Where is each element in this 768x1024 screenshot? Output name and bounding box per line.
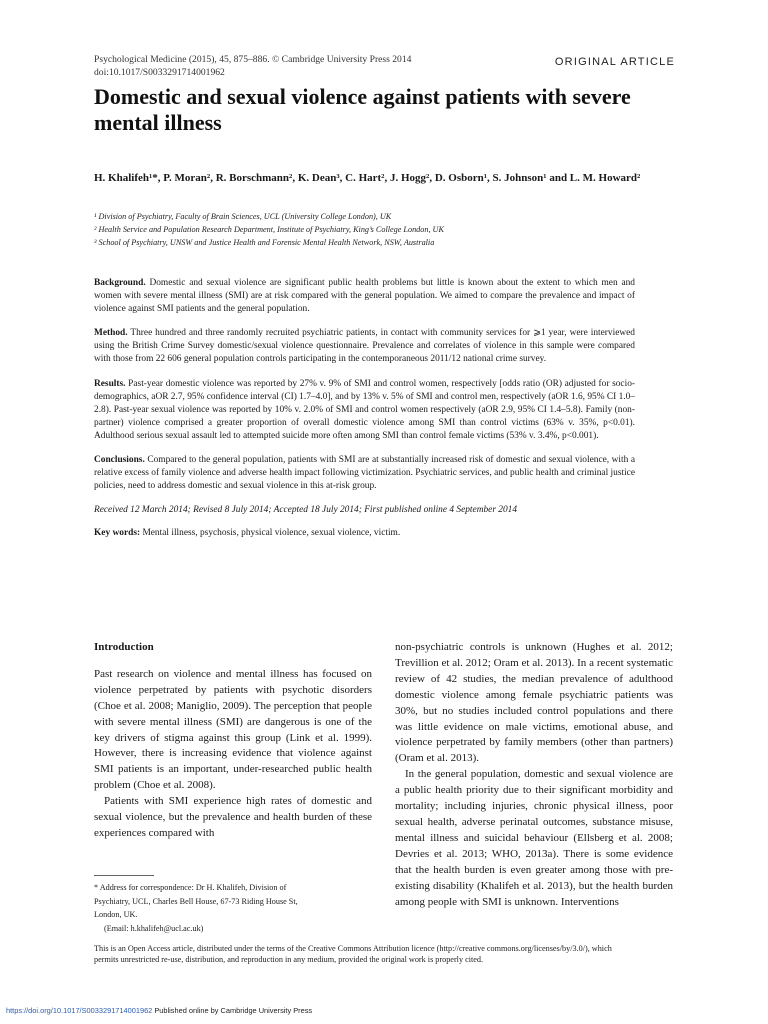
section-heading-introduction: Introduction — [94, 641, 154, 653]
footnote-divider — [94, 875, 154, 876]
publisher-note: Published online by Cambridge University Press — [152, 1006, 313, 1015]
footnote-line-1: * Address for correspondence: Dr H. Khalifeh, Division of — [94, 883, 287, 892]
keywords — [94, 527, 635, 540]
intro-paragraph-4: In the general population, domestic and sexual violence are a public health priority due to their significant morbidity and mortality; including injuries, chronic physical illness, poor sexual health, adverse perinatal outcomes, substance misuse, mental illness and suicidal behaviour (Ellsberg et al. 2008; Devries et al. 2013; WHO, 2013a). There is some evidence that the health burden is even greater among those with pre-existing disability (Khalifeh et al. 2013), but the health burden among people with SMI is unknown. Interventions — [395, 768, 673, 908]
intro-paragraph-3: non-psychiatric controls is unknown (Hughes et al. 2012; Trevillion et al. 2012; Oram et al. 2013). In a recent systematic review of 42 studies, the median prevalence of adulthood domestic violence among female psychiatric patients was 30%, but no studies included control populations and there was little evidence on male victims, emotional abuse, and violence perpetrated by family members (other than partners) (Oram et al. 2013). — [395, 641, 673, 765]
footnote-line-2: Psychiatry, UCL, Charles Bell House, 67-73 Riding House St, — [94, 896, 298, 906]
article-title: Domestic and sexual violence against patients with severe mental illness — [94, 84, 631, 135]
affiliation-2: ² Health Service and Population Research Department, Institute of Psychiatry, King’s College London, UK — [94, 225, 444, 234]
open-access-notice: This is an Open Access article, distributed under the terms of the Creative Commons Attribution licence (http://creative commons.org/licenses/by/3.0/), which permits unrestricted re-use, distribution, and reproduction in any medium, provided the original work is properly cited. — [94, 944, 612, 965]
footnote-email: (Email: h.khalifeh@ucl.ac.uk) — [104, 923, 204, 933]
abstract-results — [94, 378, 635, 443]
page-footer — [6, 1006, 312, 1015]
conclusions-label: Conclusions. — [94, 455, 145, 466]
abstract-method — [94, 327, 635, 366]
keywords-label: Key words: — [94, 528, 141, 539]
right-column — [395, 640, 673, 910]
article-type: ORIGINAL ARTICLE — [554, 56, 675, 68]
citation-line-1: Psychological Medicine (2015), 45, 875–886. © Cambridge University Press 2014 — [94, 54, 412, 65]
footnote-line-3: London, UK. — [94, 910, 138, 920]
background-label: Background. — [94, 278, 146, 288]
correspondence-footnote — [94, 881, 374, 935]
left-column — [94, 640, 372, 842]
method-label: Method. — [94, 328, 128, 339]
doi-link[interactable]: https://doi.org/10.1017/S0033291714001962 — [6, 1006, 153, 1015]
results-text: Past-year domestic violence was reported by 27% v. 9% of SMI and control women, respectively [odds ratio (OR) adjusted for socio-demographics, aOR 2.7, 95% confidence interval (CI) 1.7–4.0], and by 13% v. 5% of SMI and control men, respectively (aOR 1.6, 95% CI 1.0–2.8). Past-year sexual violence was reported by 10% v. 2.0% of SMI and control women respectively (aOR 2.9, 95% CI 1.4–5.8). Family (non-partner) violence comprised a greater proportion of overall domestic violence among SMI than control victims (63% v. 35%, p<0.01). Adulthood serious sexual assault led to attempted suicide more often among SMI than control female victims (53% v. 3.4%, p<0.001). — [94, 378, 636, 441]
conclusions-text: Compared to the general population, patients with SMI are at substantially increased risk of domestic and sexual violence, with a relative excess of family violence and adverse health impact following victimization. Psychiatric services, and public health and criminal justice policies, need to address domestic and sexual violence in this at-risk group. — [94, 455, 636, 492]
publication-dates: Received 12 March 2014; Revised 8 July 2014; Accepted 18 July 2014; First published online 4 September 2014 — [94, 505, 518, 516]
abstract-conclusions — [94, 454, 635, 493]
affiliation-3: ³ School of Psychiatry, UNSW and Justice Health and Forensic Mental Health Network, NSW, Australia — [94, 238, 435, 247]
results-label: Results. — [94, 378, 126, 389]
abstract-background — [94, 277, 635, 316]
intro-paragraph-2: Patients with SMI experience high rates of domestic and sexual violence, but the prevalence and health burden of these experiences compared with — [94, 795, 372, 839]
author-list: H. Khalifeh¹*, P. Moran², R. Borschmann², K. Dean³, C. Hart², J. Hogg², D. Osborn¹, S. Johnson¹ and L. M. Howard² — [94, 172, 641, 184]
journal-citation — [94, 54, 411, 79]
background-text: Domestic and sexual violence are significant public health problems but little is known about the extent to which men and women with severe mental illness (SMI) are at risk compared with the general population. We aimed to compare the prevalence and impact of violence against SMI patients and the general population. — [94, 278, 635, 315]
keywords-text: Mental illness, psychosis, physical violence, sexual violence, victim. — [142, 528, 401, 539]
abstract — [94, 277, 635, 552]
intro-paragraph-1: Past research on violence and mental illness has focused on violence perpetrated by patients with psychotic disorders (Choe et al. 2008; Maniglio, 2009). The perception that people with severe mental illness (SMI) are dangerous is one of the key drivers of stigma against this group (Link et al. 1999). However, there is increasing evidence that violence against SMI patients is an important, under-researched public health problem (Choe et al. 2008). — [94, 667, 372, 792]
affiliation-1: ¹ Division of Psychiatry, Faculty of Brain Sciences, UCL (University College London), UK — [94, 212, 392, 221]
affiliations — [94, 210, 694, 249]
method-text: Three hundred and three randomly recruited psychiatric patients, in contact with community services for ⩾1 year, were interviewed using the British Crime Survey domestic/sexual violence questionnaire. Prevalence and correlates of violence in this sample were compared with those from 22 606 general population controls participating in the contemporaneous 2011/12 national crime survey. — [94, 328, 635, 365]
citation-doi: doi:10.1017/S0033291714001962 — [94, 66, 225, 78]
